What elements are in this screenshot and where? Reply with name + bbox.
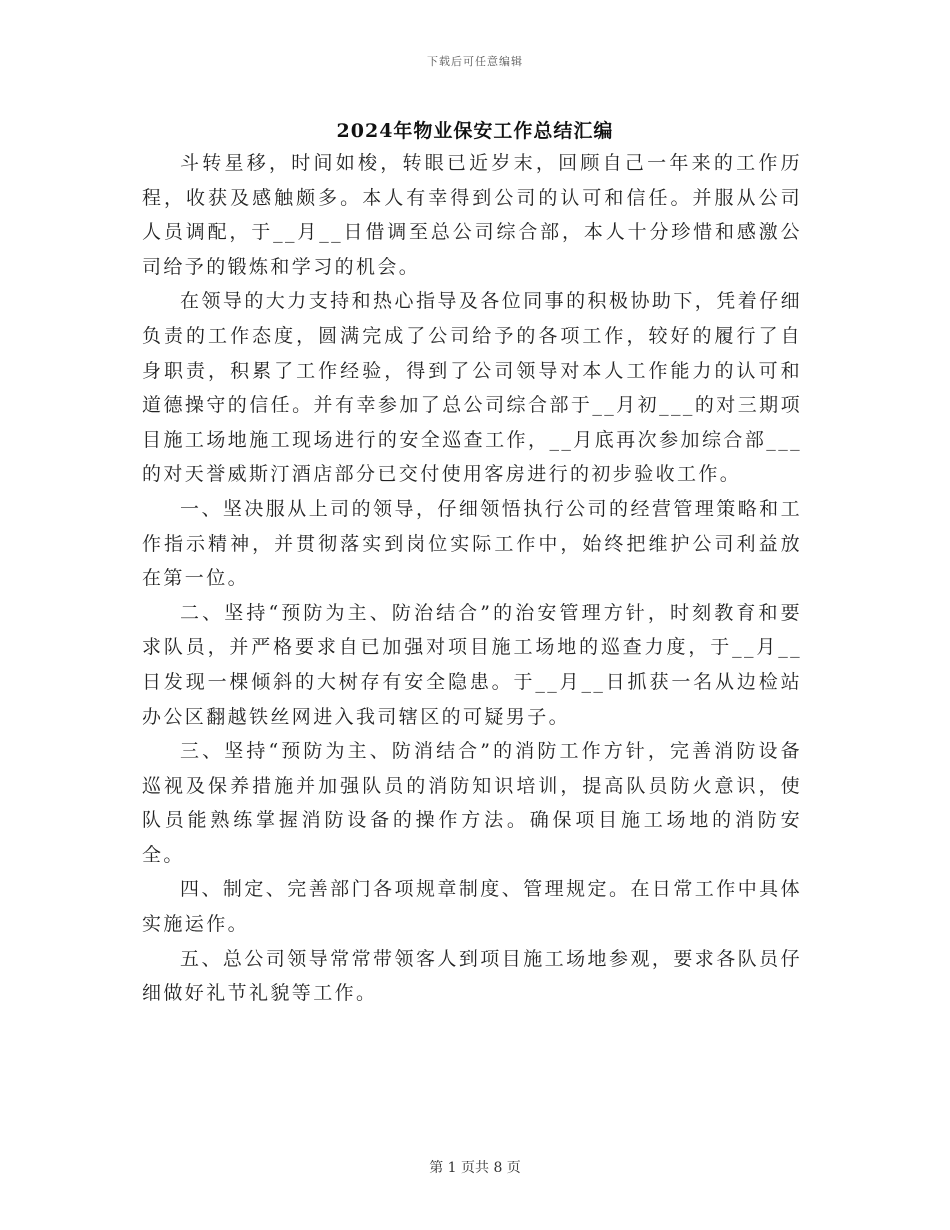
- paragraph-item-1: 一、坚决服从上司的领导，仔细领悟执行公司的经营管理策略和工作指示精神，并贯彻落实到岗位实际工作中，始终把维护公司利益放在第一位。: [142, 497, 802, 590]
- paragraph-achievements: 在领导的大力支持和热心指导及各位同事的积极协助下，凭着仔细负责的工作态度，圆满完成了公司给予的各项工作，较好的履行了自身职责，积累了工作经验，得到了公司领导对本人工作能力的认可和道德操守的信任。并有幸参加了总公司综合部于__月初___的对三期项目施工场地施工现场进行的安全巡查工作，__月底再次参加综合部___的对天誉威斯汀酒店部分已交付使用客房进行的初步验收工作。: [142, 290, 802, 486]
- page-number-indicator: 第 1 页共 8 页: [429, 1160, 521, 1176]
- document-title: 2024年物业保安工作总结汇编: [336, 120, 614, 142]
- document-body: [142, 146, 802, 1011]
- page-header-note: 下载后可任意编辑: [427, 55, 523, 68]
- paragraph-item-5: 五、总公司领导常常带领客人到项目施工场地参观，要求各队员仔细做好礼节礼貌等工作。: [142, 947, 802, 1005]
- paragraph-item-4: 四、制定、完善部门各项规章制度、管理规定。在日常工作中具体实施运作。: [142, 878, 802, 936]
- paragraph-item-2: 二、坚持“预防为主、防治结合”的治安管理方针，时刻教育和要求队员，并严格要求自已加强对项目施工场地的巡查力度，于__月__日发现一棵倾斜的大树存有安全隐患。于__月__日抓获一名从边检站办公区翻越铁丝网进入我司辖区的可疑男子。: [142, 601, 802, 728]
- paragraph-intro: 斗转星移，时间如梭，转眼已近岁末，回顾自己一年来的工作历程，收获及感触颇多。本人有幸得到公司的认可和信任。并服从公司人员调配，于__月__日借调至总公司综合部，本人十分珍惜和感激公司给予的锻炼和学习的机会。: [142, 152, 802, 278]
- paragraph-item-3: 三、坚持“预防为主、防消结合”的消防工作方针，完善消防设备巡视及保养措施并加强队员的消防知识培训，提高队员防火意识，使队员能熟练掌握消防设备的操作方法。确保项目施工场地的消防安全。: [142, 740, 802, 866]
